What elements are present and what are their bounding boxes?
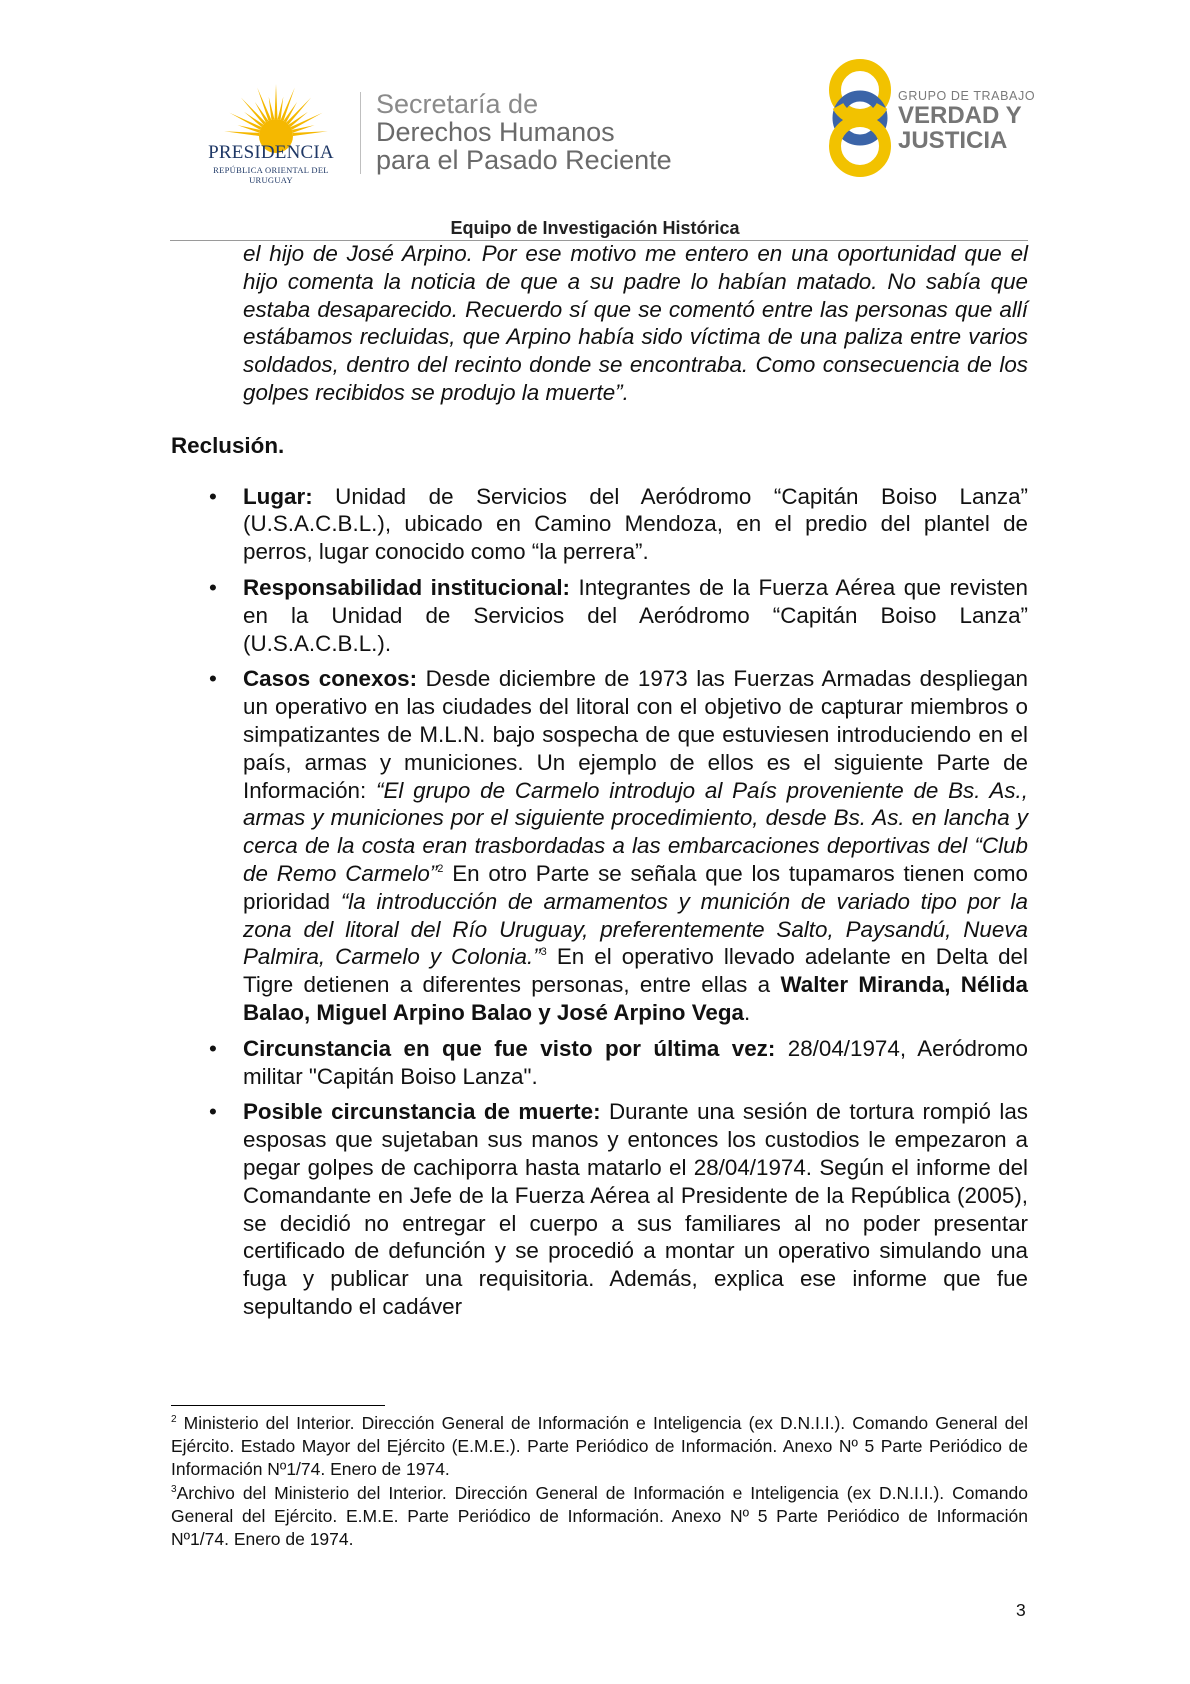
grupo-trabajo-label: GRUPO DE TRABAJO bbox=[898, 89, 1036, 103]
secretaria-logo-text bbox=[376, 90, 672, 174]
list-item-responsabilidad bbox=[171, 574, 1028, 657]
bullet-icon: • bbox=[209, 483, 217, 509]
list-item-circunstancia bbox=[171, 1035, 1028, 1091]
bullet-icon: • bbox=[209, 1035, 217, 1061]
sun-ray bbox=[224, 131, 259, 136]
page-number: 3 bbox=[1016, 1600, 1026, 1620]
bullet-icon: • bbox=[209, 574, 217, 600]
quoted-report-1: “El grupo de Carmelo introdujo al País proveniente de Bs. As., armas y municiones por el siguiente procedimiento, desde Bs. As. en lancha y cerca de la costa eran trasbordadas a las embarcaciones deportivas del “Club de Remo Carmelo” bbox=[243, 777, 1028, 886]
quoted-report-2: “la introducción de armamentos y munición de variado tipo por la zona del litoral del Río Uruguay, preferentemente Salto, Paysandú, Nueva Palmira, Carmelo y Colonia.” bbox=[243, 888, 1028, 970]
item-text: Integrantes de la Fuerza Aérea que revisten en la Unidad de Servicios del Aeródromo “Capitán Boiso Lanza” (U.S.A.C.B.L.). bbox=[243, 574, 1028, 656]
item-label: Lugar: bbox=[243, 483, 313, 509]
footnote-ref-2[interactable]: 2 bbox=[437, 862, 444, 875]
footnote-mark: 3 bbox=[171, 1483, 177, 1495]
verdad-line: VERDAD Y bbox=[898, 102, 1022, 129]
footnote-mark: 2 bbox=[171, 1414, 177, 1425]
bullet-icon: • bbox=[209, 1099, 217, 1125]
sun-ray bbox=[293, 131, 328, 136]
reclusion-list bbox=[171, 483, 1028, 1321]
bullet-icon: • bbox=[209, 666, 217, 692]
page-body bbox=[171, 240, 1028, 1329]
testimony-quote: el hijo de José Arpino. Por ese motivo me entero en una oportunidad que el hijo comenta la noticia de que a su padre lo habían matado. No sabía que estaba desaparecido. Recuerdo sí que se comentó entre las personas que allí estábamos recluidas, que Arpino había sido víctima de una paliza entre varios soldados, dentro del recinto donde se encontraba. Como consecuencia de los golpes recibidos se produjo la muerte”. bbox=[243, 241, 1028, 405]
footnote-3 bbox=[171, 1482, 1028, 1552]
secretaria-line-3: para el Pasado Reciente bbox=[376, 145, 672, 175]
item-text: Unidad de Servicios del Aeródromo “Capitán Boiso Lanza” (U.S.A.C.B.L.), ubicado en Camino Mendoza, en el predio del plantel de perros, lugar conocido como “la perrera”. bbox=[243, 483, 1028, 565]
item-label: Responsabilidad institucional: bbox=[243, 574, 570, 600]
item-label: Circunstancia en que fue visto por última vez: bbox=[243, 1035, 776, 1061]
list-item-lugar bbox=[171, 483, 1028, 566]
item-text: En el operativo llevado adelante en Delta del Tigre detienen a diferentes personas, entre ellas a bbox=[243, 944, 1028, 998]
footnote-text: Archivo del Ministerio del Interior. Dirección General de Información e Inteligencia (ex D.N.I.I.). Comando General del Ejército. E.M.E. Parte Periódico de Información. Anexo Nº 5 Parte Periódico de Información Nº1/74. Enero de 1974. bbox=[171, 1482, 1028, 1550]
sun-ray bbox=[275, 84, 278, 119]
item-text: . bbox=[744, 999, 751, 1025]
footnote-ref-3[interactable]: 3 bbox=[540, 946, 547, 959]
section-title: Reclusión. bbox=[171, 432, 285, 458]
item-label: Casos conexos: bbox=[243, 666, 418, 692]
verdad-justicia-title bbox=[898, 103, 1022, 153]
footnotes bbox=[171, 1412, 1028, 1551]
footnote-separator bbox=[171, 1405, 385, 1406]
secretaria-line-2: Derechos Humanos bbox=[376, 117, 615, 147]
presidencia-logo-text: PRESIDENCIA bbox=[208, 142, 334, 163]
detained-names: Walter Miranda, Nélida Balao, Miguel Arpino Balao y José Arpino Vega bbox=[243, 972, 1028, 1025]
footnote-text: Ministerio del Interior. Dirección General de Información e Inteligencia (ex D.N.I.I.). Comando General del Ejército. Estado Mayor del Ejército (E.M.E.). Parte Periódico de Información. Anexo Nº 5 Parte Periódico de Información Nº1/74. Enero de 1974. bbox=[171, 1413, 1028, 1480]
list-item-casos-conexos bbox=[171, 665, 1028, 1026]
list-item-posible-muerte bbox=[171, 1098, 1028, 1320]
justicia-line: JUSTICIA bbox=[898, 127, 1008, 154]
footnote-2 bbox=[171, 1412, 1028, 1482]
item-text: Durante una sesión de tortura rompió las esposas que sujetaban sus manos y entonces los custodios le empezaron a pegar golpes de cachiporra hasta matarlo el 28/04/1974. Según el informe del Comandante en Jefe de la Fuerza Aérea al Presidente de la República (2005), se decidió no entregar el cuerpo a sus familiares al no poder presentar certificado de defunción y se procedió a montar un operativo simulando una fuga y publicar una requisitoria. Además, explica ese informe que fue sepultando el cadáver bbox=[243, 1099, 1028, 1319]
verdad-justicia-rings-icon bbox=[822, 56, 898, 180]
secretaria-line-1: Secretaría de bbox=[376, 89, 539, 119]
item-text: En otro Parte se señala que los tupamaros tienen como prioridad bbox=[243, 860, 1028, 914]
header-divider bbox=[360, 92, 361, 174]
presidencia-logo-subtitle: REPÚBLICA ORIENTAL DEL URUGUAY bbox=[213, 165, 329, 185]
item-label: Posible circunstancia de muerte: bbox=[243, 1099, 601, 1125]
page-header bbox=[0, 0, 1190, 215]
team-heading: Equipo de Investigación Histórica bbox=[450, 218, 740, 238]
item-text: 28/04/1974, Aeródromo militar "Capitán Boiso Lanza". bbox=[243, 1035, 1028, 1089]
item-text: Desde diciembre de 1973 las Fuerzas Armadas despliegan un operativo en las ciudades del litoral con el objetivo de capturar miembros o simpatizantes de M.L.N. bajo sospecha de que estuviesen introduciendo en el país, armas y municiones. Un ejemplo de ellos es el siguiente Parte de Información: bbox=[243, 666, 1028, 803]
